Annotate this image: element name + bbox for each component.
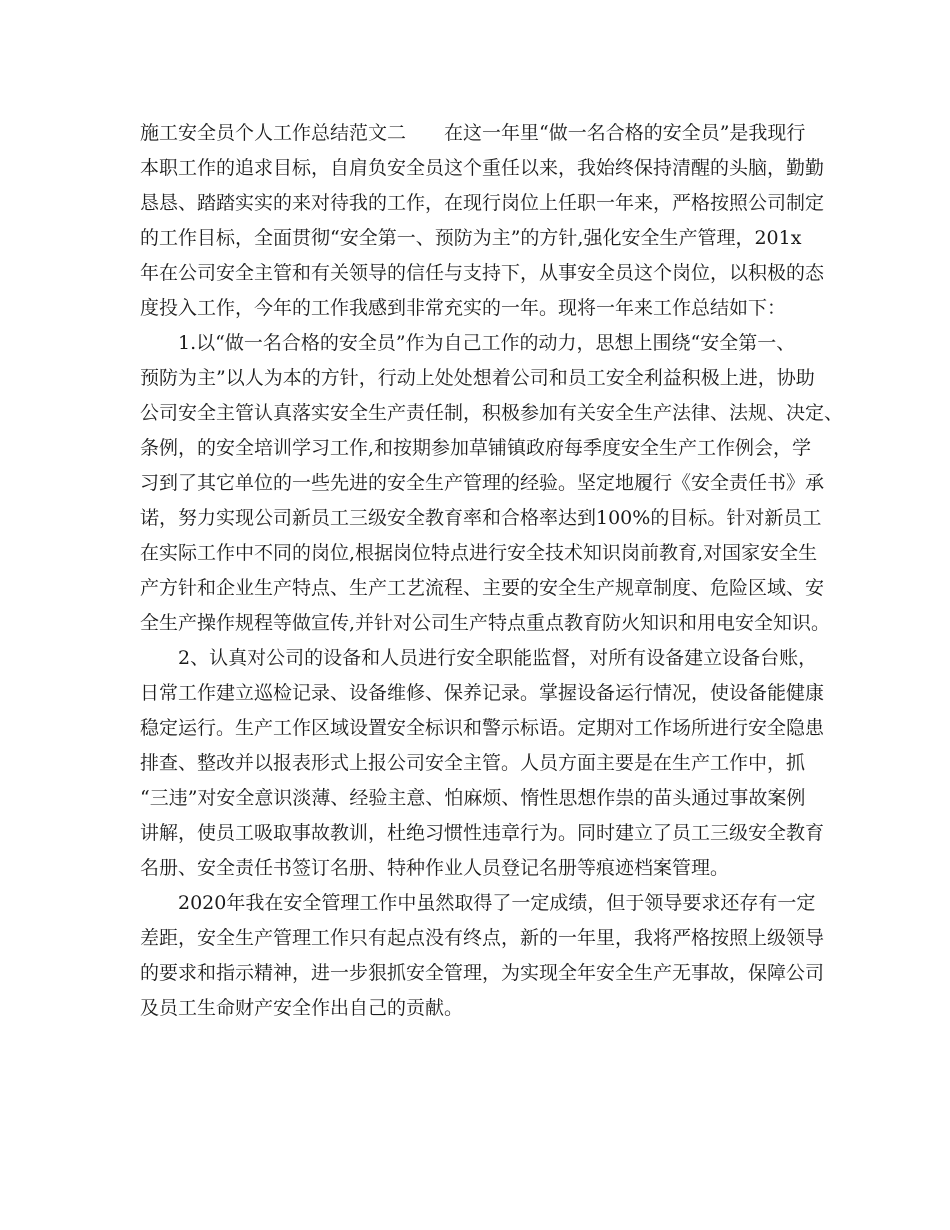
paragraph-3-line-5: “三违”对安全意识淡薄、经验主意、怕麻烦、惰性思想作祟的苗头通过事故案例 [140, 787, 806, 809]
paragraph-2-line-9: 全生产操作规程等做宣传,并针对公司生产特点重点教育防火知识和用电安全知识。 [140, 612, 831, 634]
paragraph-4-line-4: 及员工生命财产安全作出自己的贡献。 [140, 997, 464, 1019]
paragraph-1-line-5: 年在公司安全主管和有关领导的信任与支持下，从事安全员这个岗位，以积极的态 [140, 262, 825, 284]
paragraph-1-line-1: 施工安全员个人工作总结范文二 在这一年里“做一名合格的安全员”是我现行 [140, 122, 806, 144]
paragraph-2-line-6: 诺，努力实现公司新员工三级安全教育率和合格率达到100%的目标。针对新员工 [140, 507, 822, 529]
paragraph-3-line-4: 排查、整改并以报表形式上报公司安全主管。人员方面主要是在生产工作中，抓 [140, 752, 806, 774]
paragraph-3-line-6: 讲解，使员工吸取事故教训，杜绝习惯性违章行为。同时建立了员工三级安全教育 [140, 822, 825, 844]
paragraph-4-line-3: 的要求和指示精神，进一步狠抓安全管理，为实现全年安全生产无事故，保障公司 [140, 962, 825, 984]
paragraph-2-line-1: 1.以“做一名合格的安全员”作为自己工作的动力，思想上围绕“安全第一、 [178, 332, 796, 354]
paragraph-2-line-2: 预防为主”以人为本的方针，行动上处处想着公司和员工安全利益积极上进，协助 [140, 367, 815, 389]
paragraph-2-line-7: 在实际工作中不同的岗位,根据岗位特点进行安全技术知识岗前教育,对国家安全生 [140, 542, 818, 564]
paragraph-4-line-1: 2020年我在安全管理工作中虽然取得了一定成绩，但于领导要求还存有一定 [178, 892, 816, 914]
paragraph-2-line-3: 公司安全主管认真落实安全生产责任制，积极参加有关安全生产法律、法规、决定、 [140, 402, 844, 424]
paragraph-2-line-8: 产方针和企业生产特点、生产工艺流程、主要的安全生产规章制度、危险区域、安 [140, 577, 825, 599]
paragraph-2-line-4: 条例，的安全培训学习工作,和按期参加草铺镇政府每季度安全生产工作例会，学 [140, 437, 812, 459]
paragraph-1-line-4: 的工作目标，全面贯彻“安全第一、预防为主”的方针,强化安全生产管理，201x [140, 227, 802, 249]
paragraph-1-line-6: 度投入工作，今年的工作我感到非常充实的一年。现将一年来工作总结如下： [140, 297, 787, 319]
paragraph-2-line-5: 习到了其它单位的一些先进的安全生产管理的经验。坚定地履行《安全责任书》承 [140, 472, 825, 494]
paragraph-3-line-7: 名册、安全责任书签订名册、特种作业人员登记名册等痕迹档案管理。 [140, 857, 730, 879]
paragraph-4-line-2: 差距，安全生产管理工作只有起点没有终点，新的一年里，我将严格按照上级领导 [140, 927, 825, 949]
paragraph-1-line-2: 本职工作的追求目标，自肩负安全员这个重任以来，我始终保持清醒的头脑，勤勤 [140, 157, 825, 179]
paragraph-1-line-3: 恳恳、踏踏实实的来对待我的工作，在现行岗位上任职一年来，严格按照公司制定 [140, 192, 825, 214]
paragraph-3-line-1: 2、认真对公司的设备和人员进行安全职能监督，对所有设备建立设备台账， [178, 647, 818, 669]
paragraph-3-line-2: 日常工作建立巡检记录、设备维修、保养记录。掌握设备运行情况，使设备能健康 [140, 682, 825, 704]
paragraph-3-line-3: 稳定运行。生产工作区域设置安全标识和警示标语。定期对工作场所进行安全隐患 [140, 717, 825, 739]
